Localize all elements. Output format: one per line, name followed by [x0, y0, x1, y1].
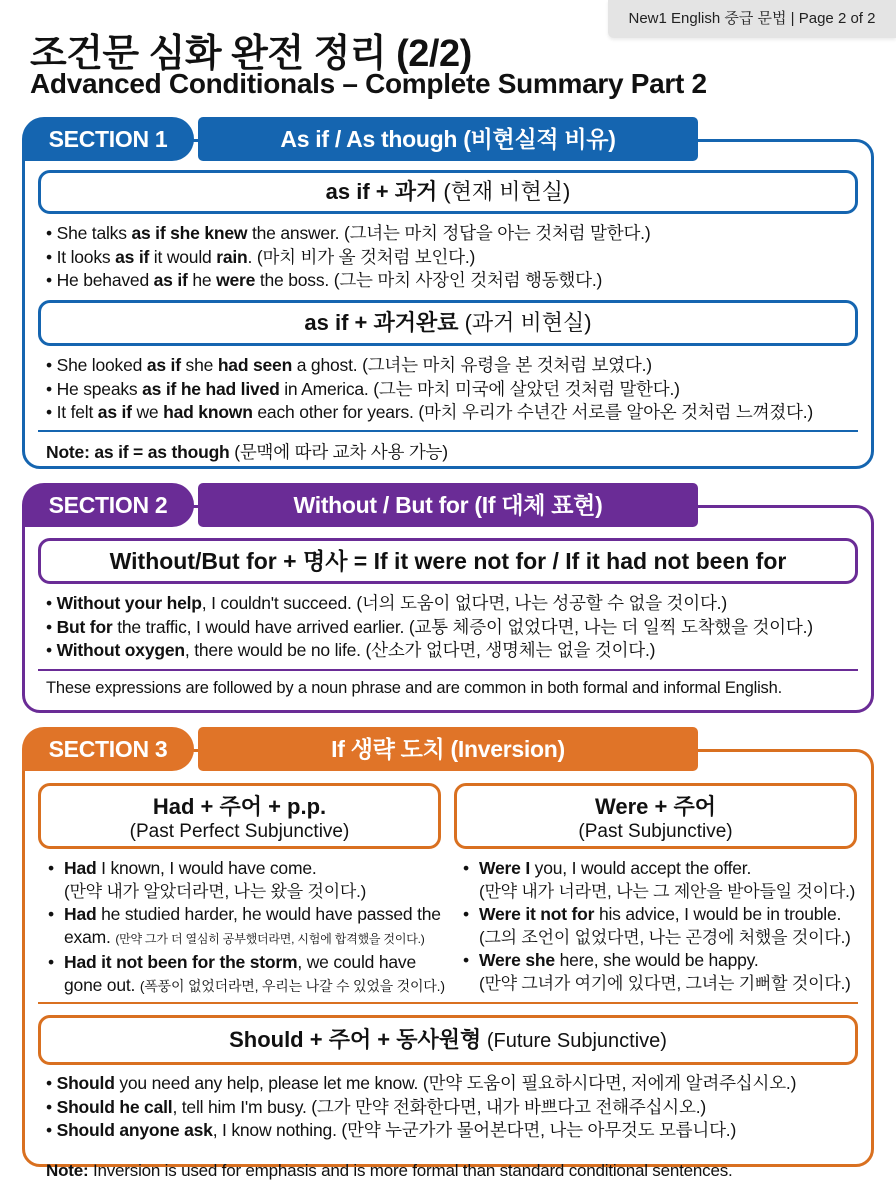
- list-item: • Should you need any help, please let me know. (만약 도움이 필요하시다면, 저에게 알려주십시오.): [46, 1072, 860, 1096]
- as-if-past-heading-box: [38, 170, 858, 214]
- section-1-divider: [38, 430, 858, 432]
- list-item: • Without your help, I couldn't succeed. (너의 도움이 없다면, 나는 성공할 수 없을 것이다.): [46, 592, 860, 616]
- had-inversion-examples: [48, 857, 448, 998]
- list-item: • He speaks as if he had lived in America. (그는 마치 미국에 살았던 것처럼 말한다.): [46, 378, 860, 402]
- section-2-badge: SECTION 2: [22, 483, 194, 527]
- list-item: • She talks as if she knew the answer. (그녀는 마치 정답을 아는 것처럼 말한다.): [46, 222, 860, 246]
- list-item: • Without oxygen, there would be no life. (산소가 없다면, 생명체는 없을 것이다.): [46, 639, 860, 663]
- heading-light: (Future Subjunctive): [481, 1030, 667, 1052]
- heading: Were + 주어: [595, 794, 716, 819]
- subheading: (Past Perfect Subjunctive): [129, 821, 350, 842]
- section-1-title: As if / As though (비현실적 비유): [198, 117, 698, 161]
- section-1-note: Note: as if = as though (문맥에 따라 교차 사용 가능): [46, 442, 448, 462]
- section-1: [22, 117, 874, 469]
- section-2-divider: [38, 669, 858, 671]
- list-item: • Were she here, she would be happy. (만약 그녀가 여기에 있다면, 그녀는 기뻐할 것이다.): [463, 949, 873, 995]
- section-2-note: These expressions are followed by a noun phrase and are common in both formal and informal English.: [46, 679, 782, 697]
- heading-bold: Should + 주어 + 동사원형: [229, 1027, 482, 1052]
- were-inversion-examples: [463, 857, 873, 995]
- list-item: • Had I known, I would have come. (만약 내가 알았더라면, 나는 왔을 것이다.): [48, 857, 448, 903]
- heading-light: (과거 비현실): [458, 310, 592, 335]
- section-2-title: Without / But for (If 대체 표현): [198, 483, 698, 527]
- had-inversion-heading-box: [38, 783, 441, 849]
- without-but-for-heading-box: Without/But for + 명사 = If it were not for / If it had not been for: [38, 538, 858, 584]
- heading: Had + 주어 + p.p.: [152, 794, 327, 819]
- section-3-badge: SECTION 3: [22, 727, 194, 771]
- page-subtitle-english: Advanced Conditionals – Complete Summary Part 2: [30, 68, 707, 99]
- page-title-korean: 조건문 심화 완전 정리 (2/2): [30, 33, 472, 75]
- heading-bold: as if + 과거: [325, 179, 438, 204]
- heading-bold: as if + 과거완료: [304, 310, 459, 335]
- as-if-past-perfect-heading-box: [38, 300, 858, 346]
- list-item: • It felt as if we had known each other for years. (마치 우리가 수년간 서로를 알아온 것처럼 느껴졌다.): [46, 401, 860, 425]
- list-item: • Were it not for his advice, I would be in trouble. (그의 조언이 없었다면, 나는 곤경에 처했을 것이다.): [463, 903, 873, 949]
- list-item: • Should anyone ask, I know nothing. (만약 누군가가 물어본다면, 나는 아무것도 모릅니다.): [46, 1119, 860, 1143]
- list-item: • She looked as if she had seen a ghost. (그녀는 마치 유령을 본 것처럼 보였다.): [46, 354, 860, 378]
- were-inversion-heading-box: [454, 783, 857, 849]
- should-inversion-heading-box: [38, 1015, 858, 1065]
- section-3-title: If 생략 도치 (Inversion): [198, 727, 698, 771]
- section-3: [22, 727, 874, 1167]
- without-but-for-examples: [46, 592, 860, 663]
- section-1-badge: SECTION 1: [22, 117, 194, 161]
- section-2: [22, 483, 874, 713]
- list-item: • But for the traffic, I would have arrived earlier. (교통 체증이 없었다면, 나는 더 일찍 도착했을 것이다.): [46, 616, 860, 640]
- list-item: • It looks as if it would rain. (마치 비가 올 것처럼 보인다.): [46, 246, 860, 270]
- list-item: • Were I you, I would accept the offer. (만약 내가 너라면, 나는 그 제안을 받아들일 것이다.): [463, 857, 873, 903]
- as-if-past-perfect-examples: [46, 354, 860, 425]
- list-item: • Had it not been for the storm, we could have gone out. (폭풍이 없었더라면, 우리는 나갈 수 있었을 것이다.): [48, 951, 448, 998]
- list-item: • He behaved as if he were the boss. (그는 마치 사장인 것처럼 행동했다.): [46, 269, 860, 293]
- as-if-past-examples: [46, 222, 860, 293]
- subheading: (Past Subjunctive): [578, 821, 733, 842]
- heading-light: (현재 비현실): [437, 179, 571, 204]
- list-item: • Should he call, tell him I'm busy. (그가 만약 전화한다면, 내가 바쁘다고 전해주십시오.): [46, 1096, 860, 1120]
- footer-note: Note: Inversion is used for emphasis and is more formal than standard conditional sentences.: [46, 1161, 733, 1180]
- section-3-divider: [38, 1002, 858, 1004]
- page-tag: New1 English 중급 문법 | Page 2 of 2: [608, 0, 896, 38]
- should-inversion-examples: [46, 1072, 860, 1143]
- list-item: • Had he studied harder, he would have passed the exam. (만약 그가 더 열심히 공부했더라면, 시험에 합격했을 것이다.): [48, 903, 448, 951]
